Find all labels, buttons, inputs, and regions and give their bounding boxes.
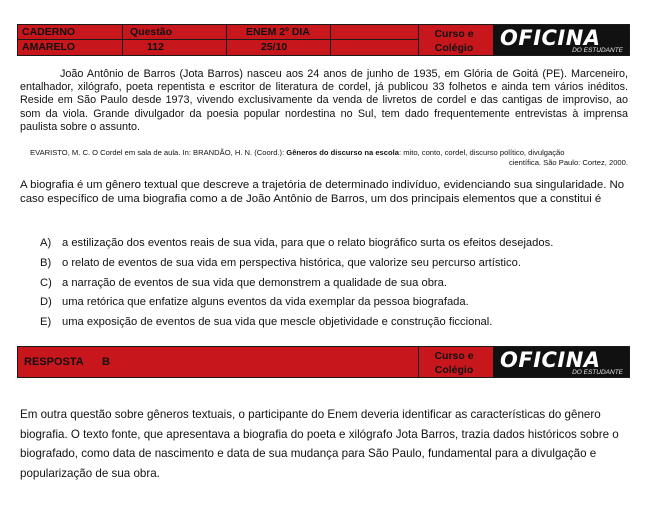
- header-column-divider: [122, 25, 123, 55]
- header-column-divider: [226, 25, 227, 55]
- curso-line: Curso e: [434, 350, 474, 362]
- answer-header: [17, 346, 630, 378]
- oficina-logo: [493, 25, 629, 55]
- dia-value: 25/10: [261, 41, 288, 53]
- alternative-text: a estilização dos eventos reais de sua vida, para que o relato biográfico surta os efeitos desejados.: [62, 237, 554, 249]
- source-text-paragraph: [20, 68, 628, 134]
- logo-subtitle: DO ESTUDANTE: [572, 369, 623, 376]
- answer-commentary: Em outra questão sobre gêneros textuais, o participante do Enem deveria identificar as características do gênero biografia. O texto fonte, que apresentava a biografia do poeta e xilógrafo Jota Barros, trazia dados históricos sobre o biografado, como data de nascimento e data de sua mudança para São Paulo, fundamental para a divulgação e popularização de sua obra.: [20, 408, 619, 480]
- answer-value: B: [102, 356, 110, 368]
- alternatives-list: [40, 236, 630, 335]
- alternative-b[interactable]: [40, 256, 630, 276]
- alternative-text: uma retórica que enfatize alguns eventos da vida exemplar da pessoa biografada.: [62, 296, 469, 309]
- alternative-letter: B): [40, 256, 52, 269]
- questao-label: Questão: [130, 26, 173, 38]
- alternative-e[interactable]: [40, 315, 630, 335]
- alternative-letter: A): [40, 237, 52, 249]
- alternative-letter: E): [40, 316, 52, 329]
- alternative-text: o relato de eventos de sua vida em perspectiva histórica, que valorize seu percurso artístico.: [62, 256, 521, 269]
- caderno-label: CADERNO: [22, 26, 76, 38]
- alternative-text: a narração de eventos de sua vida que demonstrem a qualidade de sua obra.: [62, 276, 447, 289]
- alternative-letter: D): [40, 296, 52, 309]
- curso-colegio-label: [419, 349, 489, 377]
- citation-title: Gêneros do discurso na escola: [286, 148, 399, 157]
- alternative-a[interactable]: [40, 236, 630, 256]
- logo-wordmark: OFICINA: [500, 348, 601, 372]
- citation-part: : mito, conto, cordel, discurso político, divulgação: [398, 148, 565, 157]
- paragraph-text: João Antônio de Barros (Jota Barros) nasceu aos 24 anos de junho de 1935, em Glória de Goitá (PE). Marceneiro, entalhador, xilógrafo, poeta repentista e escritor de literatura de cordel, já publicou 33 folhetos e ainda tem vários inéditos. Reside em São Paulo desde 1973, vivendo exclusivamente da venda de livretos de cordel e das cantigas de improviso, ao som da viola. Grande divulgador da poesia popular nordestina no Sul, tem dado frequentemente entrevistas à imprensa paulista sobre o assunto.: [20, 68, 628, 133]
- logo-wordmark: OFICINA: [500, 26, 601, 50]
- logo-subtitle: DO ESTUDANTE: [572, 47, 623, 54]
- citation-part: EVARISTO, M. C. O Cordel em sala de aula. In: BRANDÃO, H. N. (Coord.):: [30, 148, 287, 157]
- alternative-d[interactable]: [40, 295, 630, 315]
- caderno-value: AMARELO: [22, 41, 76, 53]
- exam-header: [17, 24, 630, 56]
- curso-line: Curso e: [434, 28, 474, 40]
- curso-colegio-label: [419, 27, 489, 55]
- oficina-logo: [493, 347, 629, 377]
- citation: [30, 148, 628, 168]
- colegio-line: Colégio: [434, 364, 474, 376]
- alternative-text: uma exposição de eventos de sua vida que mescle objetividade e construção ficcional.: [62, 316, 493, 329]
- answer-label: RESPOSTA: [24, 356, 84, 368]
- questao-value: 112: [147, 41, 164, 53]
- alternative-c[interactable]: [40, 276, 630, 296]
- citation-line-2: científica. São Paulo: Cortez, 2000.: [508, 158, 628, 167]
- alternative-letter: C): [40, 276, 52, 289]
- colegio-line: Colégio: [434, 42, 474, 54]
- question-text: A biografia é um gênero textual que descreve a trajetória de determinado indivíduo, evidenciando sua singularidade. No caso específico de uma biografia como a de João Antônio de Barros, um dos principais elementos que a constitui é: [20, 179, 625, 205]
- dia-label: ENEM 2º DIA: [246, 26, 310, 38]
- header-column-divider: [330, 25, 331, 55]
- header-divider: [18, 39, 418, 40]
